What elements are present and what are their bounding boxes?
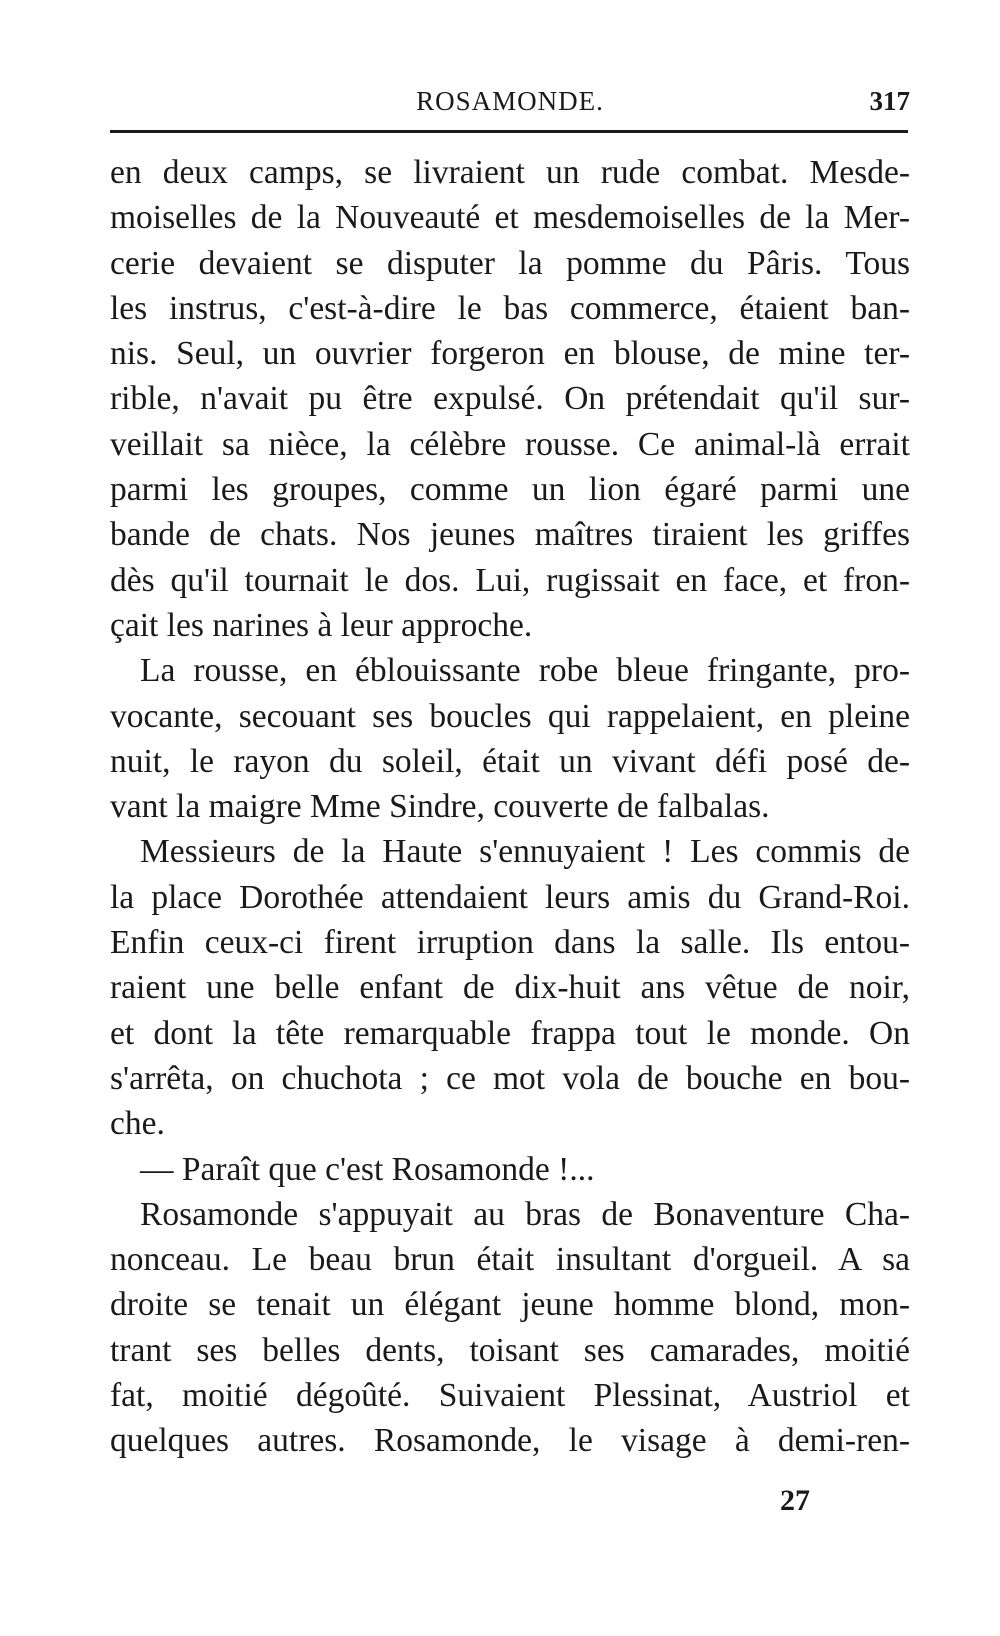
dialogue-line: — Paraît que c'est Rosamonde !... [140, 1150, 595, 1188]
text-line: Enfin ceux-ci firent irruption dans la salle. Ils entou- [110, 924, 910, 962]
text-line: cerie devaient se disputer la pomme du Pâris. Tous [110, 244, 910, 282]
text-line: les instrus, c'est-à-dire le bas commerce, étaient ban- [110, 289, 910, 327]
page-number: 317 [869, 86, 910, 116]
text-line: trant ses belles dents, toisant ses camarades, moitié [110, 1331, 910, 1369]
text-line: vant la maigre Mme Sindre, couverte de falbalas. [110, 788, 770, 826]
text-line: dès qu'il tournait le dos. Lui, rugissait en face, et fron- [110, 561, 910, 599]
text-line: La rousse, en éblouissante robe bleue fringante, pro- [140, 652, 910, 690]
signature-mark: 27 [780, 1484, 810, 1517]
text-line: Messieurs de la Haute s'ennuyaient ! Les commis de [140, 833, 910, 871]
text-line: che. [110, 1105, 165, 1143]
text-line: Rosamonde s'appuyait au bras de Bonaventure Cha- [140, 1195, 910, 1233]
text-line: nuit, le rayon du soleil, était un vivant défi posé de- [110, 742, 910, 780]
text-line: droite se tenait un élégant jeune homme blond, mon- [110, 1286, 910, 1324]
text-line: raient une belle enfant de dix-huit ans vêtue de noir, [110, 969, 910, 1007]
body-text [110, 150, 910, 1464]
text-line: s'arrêta, on chuchota ; ce mot vola de bouche en bou- [110, 1059, 910, 1097]
text-line: fat, moitié dégoûté. Suivaient Plessinat, Austriol et [110, 1377, 910, 1415]
running-title: ROSAMONDE. [416, 86, 604, 116]
text-line: veillait sa nièce, la célèbre rousse. Ce animal-là errait [110, 425, 910, 463]
text-line: nis. Seul, un ouvrier forgeron en blouse, de mine ter- [110, 335, 910, 373]
text-line: bande de chats. Nos jeunes maîtres tiraient les griffes [110, 516, 910, 554]
text-line: et dont la tête remarquable frappa tout le monde. On [110, 1014, 910, 1052]
header-rule [110, 130, 908, 133]
text-line: nonceau. Le beau brun était insultant d'orgueil. A sa [110, 1241, 910, 1279]
text-line: parmi les groupes, comme un lion égaré parmi une [110, 471, 910, 509]
text-line: moiselles de la Nouveauté et mesdemoiselles de la Mer- [110, 199, 910, 237]
text-line: la place Dorothée attendaient leurs amis du Grand-Roi. [110, 878, 910, 916]
page-header [110, 82, 910, 122]
text-line: çait les narines à leur approche. [110, 606, 533, 644]
text-line: en deux camps, se livraient un rude combat. Mesde- [110, 154, 910, 191]
text-line: vocante, secouant ses boucles qui rappelaient, en pleine [110, 697, 910, 735]
text-line: quelques autres. Rosamonde, le visage à demi-ren- [110, 1422, 910, 1460]
text-line: rible, n'avait pu être expulsé. On prétendait qu'il sur- [110, 380, 910, 418]
